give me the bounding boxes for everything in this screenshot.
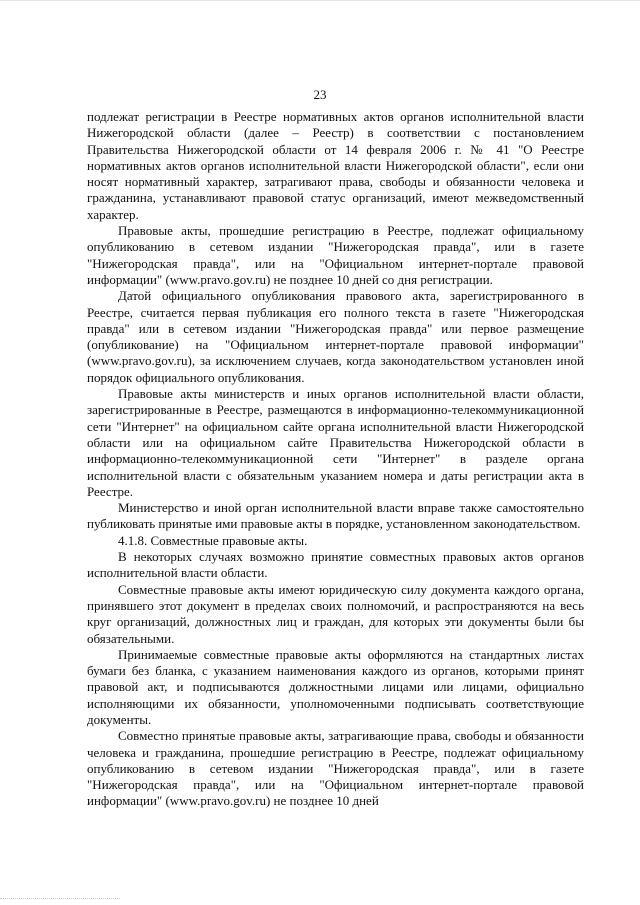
paragraph-publication: Правовые акты, прошедшие регистрацию в Реестре, подлежат официальному опубликованию в сетевом издании "Нижегородская правда", или в газете "Нижегородская правда", или на "Официальном интернет-портале правовой информации" (www.pravo.gov.ru) не позднее 10 дней со дня регистрации. xyxy=(87,223,584,287)
scan-edge-bottom xyxy=(0,897,120,899)
paragraph-joint-acts-force: Совместные правовые акты имеют юридическую силу документа каждого органа, принявшего этот документ в пределах своих полномочий, и распространяются на весь круг организаций, должностных лиц и граждан, для которых эти документы были бы обязательными. xyxy=(87,581,584,646)
paragraph-joint-acts-format: Принимаемые совместные правовые акты оформляются на стандартных листах бумаги без бланка, с указанием наименования каждого из органов, которыми принят правовой акт, и подписываются должностными лицами или лицами, официально исполняющими их обязанности, уполномоченными подписывать соответствующие документы. xyxy=(87,646,584,727)
paragraph-publication-date: Датой официального опубликования правового акта, зарегистрированного в Реестре, считается первая публикация его полного текста в газете "Нижегородская правда" или в сетевом издании "Нижегородская правда" или первое размещение (опубликование) на "Официальном интернет-портале правовой информации" (www.pravo.gov.ru), за исключением случаев, когда законодательством установлен иной порядок официального опубликования. xyxy=(87,288,584,385)
page-number: 23 xyxy=(313,87,327,102)
section-heading-joint-acts: 4.1.8. Совместные правовые акты. xyxy=(118,532,308,548)
paragraph-joint-acts-intro: В некоторых случаях возможно принятие совместных правовых актов органов исполнительной власти области. xyxy=(87,549,584,581)
paragraph-ministry-acts: Правовые акты министерств и иных органов исполнительной власти области, зарегистрированные в Реестре, размещаются в информационно-телекоммуникационной сети "Интернет" на официальном сайте органа исполнительной власти Нижегородской области или на официальном сайте Правительства Нижегородской области в информационно-телекоммуникационной сети "Интернет" в разделе органа исполнительной власти с обязательным указанием номера и даты регистрации акта в Реестре. xyxy=(87,386,584,499)
scan-edge-top xyxy=(0,0,640,1)
paragraph-self-publishing: Министерство и иной орган исполнительной власти вправе также самостоятельно публиковать принятые ими правовые акты в порядке, установленном законодательством. xyxy=(87,500,584,532)
paragraph-continuation: подлежат регистрации в Реестре нормативных актов органов исполнительной власти Нижегородской области (далее – Реестр) в соответствии с постановлением Правительства Нижегородской области от 14 февраля 2006 г. № 41 "О Реестре нормативных актов органов исполнительной власти Нижегородской области", если они носят нормативный характер, затрагивают права, свободы и обязанности человека и гражданина, устанавливают правовой статус организаций, имеют межведомственный характер. xyxy=(87,109,584,222)
paragraph-joint-acts-publication: Совместно принятые правовые акты, затрагивающие права, свободы и обязанности человека и гражданина, прошедшие регистрацию в Реестре, подлежат официальному опубликованию в сетевом издании "Нижегородская правда", или в газете "Нижегородская правда", или на "Официальном интернет-портале правовой информации" (www.pravo.gov.ru) не позднее 10 дней xyxy=(87,728,584,809)
document-body xyxy=(87,109,584,810)
